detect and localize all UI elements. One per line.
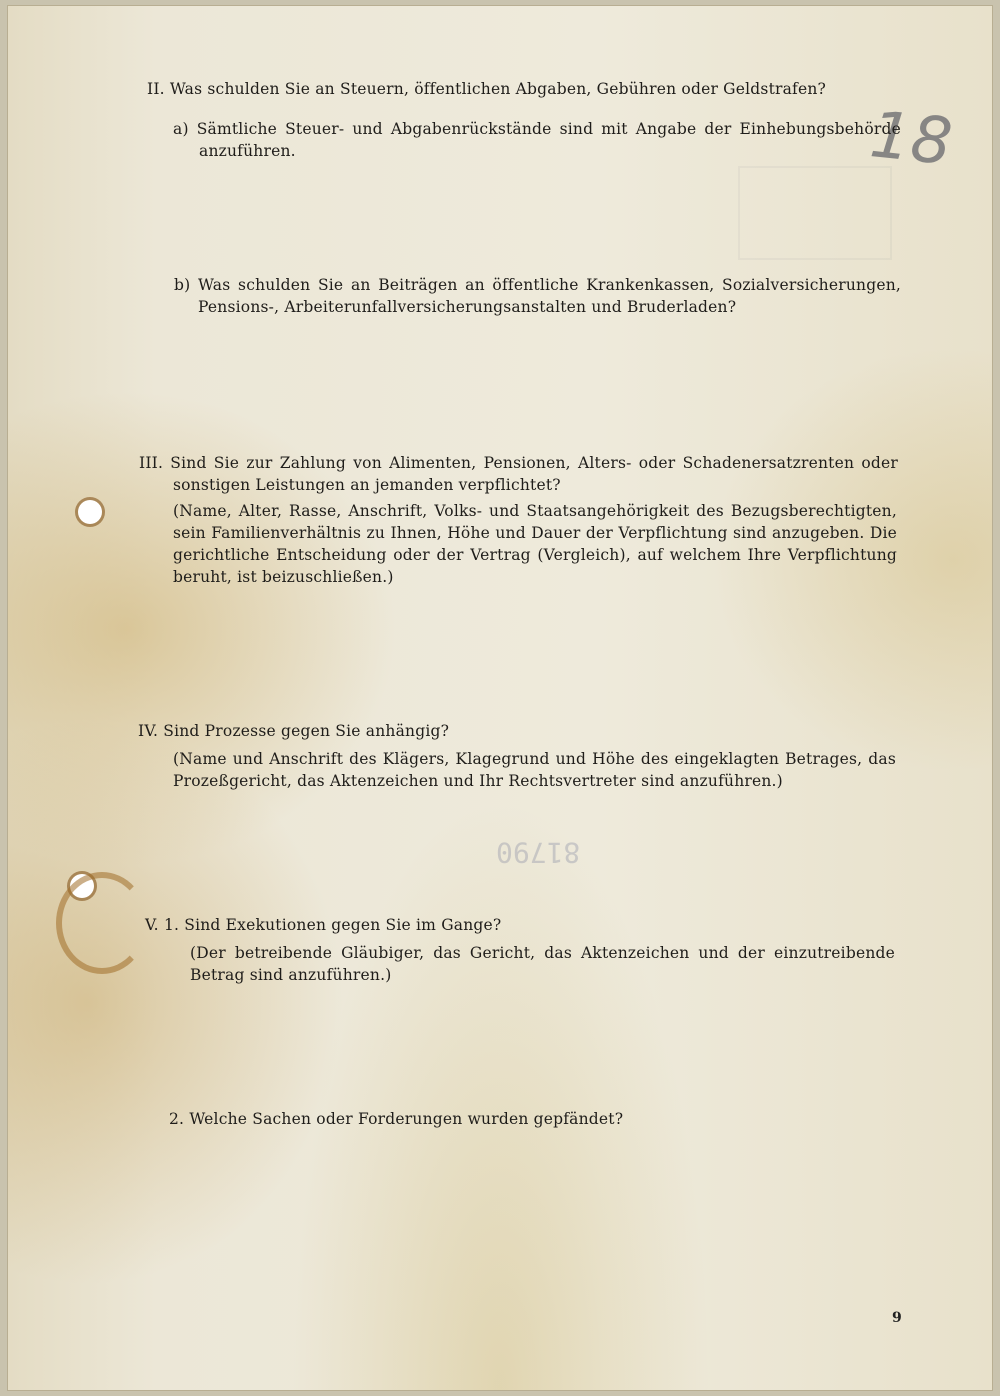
handwritten-mark: 18 — [866, 98, 956, 181]
faint-stamp-number: 81790 — [496, 836, 581, 869]
section-iv-question: IV. Sind Prozesse gegen Sie anhängig? — [138, 722, 450, 740]
section-iv-note1: (Name und Anschrift des Klägers, Klagegrund und Höhe des eingeklagten Betrages, das — [173, 750, 896, 768]
punch-hole-upper — [78, 500, 102, 524]
rust-stain — [56, 872, 148, 974]
section-iii-note2: sein Familienverhältnis zu Ihnen, Höhe und Dauer der Verpflichtung sind anzugeben. Die — [173, 524, 897, 542]
section-iii-line1: III. Sind Sie zur Zahlung von Alimenten, Pensionen, Alters- oder Schadenersatzrenten oder — [139, 454, 898, 472]
section-ii-b-line1: b) Was schulden Sie an Beiträgen an öffentliche Krankenkassen, Sozialversicherungen, — [174, 276, 901, 294]
section-v-question-2: 2. Welche Sachen oder Forderungen wurden gepfändet? — [169, 1110, 624, 1128]
section-iii-note3: gerichtliche Entscheidung oder der Vertrag (Vergleich), auf welchem Ihre Verpflichtung — [173, 546, 897, 564]
section-iii-note1: (Name, Alter, Rasse, Anschrift, Volks- und Staatsangehörigkeit des Bezugsberechtigten, — [173, 502, 897, 520]
section-v-note2: Betrag sind anzuführen.) — [190, 966, 392, 984]
section-iii-line2: sonstigen Leistungen an jemanden verpflichtet? — [173, 476, 561, 494]
page-number: 9 — [892, 1310, 902, 1326]
document-page — [8, 6, 992, 1390]
section-iv-note2: Prozeßgericht, das Aktenzeichen und Ihr Rechtsvertreter sind anzuführen.) — [173, 772, 783, 790]
section-v-question-1: V. 1. Sind Exekutionen gegen Sie im Gange? — [145, 916, 502, 934]
section-v-note1: (Der betreibende Gläubiger, das Gericht, das Aktenzeichen und der einzutreibende — [190, 944, 895, 962]
section-ii-question: II. Was schulden Sie an Steuern, öffentlichen Abgaben, Gebühren oder Geldstrafen? — [147, 80, 827, 98]
section-ii-a-line2: anzuführen. — [199, 142, 296, 160]
faint-stamp — [738, 166, 892, 260]
section-ii-a-line1: a) Sämtliche Steuer- und Abgabenrückstände sind mit Angabe der Einhebungsbehörde — [173, 120, 901, 138]
section-iii-note4: beruht, ist beizuschließen.) — [173, 568, 394, 586]
section-ii-b-line2: Pensions-, Arbeiterunfallversicherungsanstalten und Bruderladen? — [198, 298, 737, 316]
